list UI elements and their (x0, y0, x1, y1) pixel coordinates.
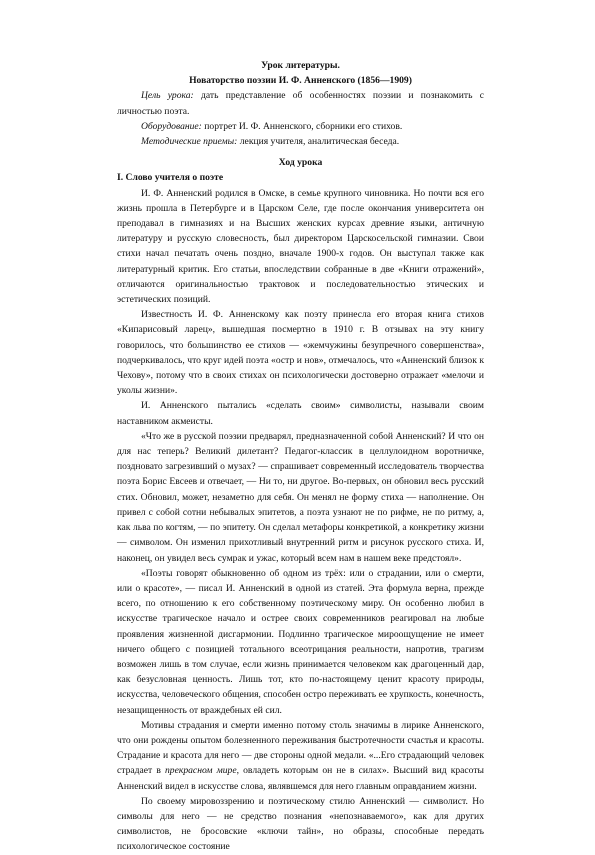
goal-text: дать представление об особенностях поэзии и познакомить с личностью поэта. (117, 90, 484, 117)
methods-text: лекция учителя, аналитическая беседа. (237, 136, 400, 148)
document-body (117, 58, 484, 855)
paragraph-6-part-b: , овладеть которым он не в силах». Высший вид красоты Анненский видел в искусстве слова, являвшемся для него главным оправданием жизни. (117, 765, 484, 792)
methods-line (117, 134, 484, 149)
section-heading: I. Слово учителя о поэте (117, 172, 224, 184)
paragraph-7: По своему мировоззрению и поэтическому стилю Анненский — символист. Но символы для него — не средство познания «непознаваемого», как для других символистов, не бросовские «ключи тайн», но образы, способные передать психологическое состояние (117, 795, 484, 853)
methods-label: Методические приемы: (141, 136, 238, 148)
paragraph-4: «Что же в русской поэзии предварял, предназначенной собой Анненский? И что он для нас теперь? Великий дилетант? Педагог-классик в целлулоидном воротничке, поздновато загрезивший о музах? — спрашивает современный исследователь творчества поэта Борис Евсеев и отвечает, — Ни то, ни другое. Во-первых, он обновил весь русский стих. Обновил, может, незаметно для себя. Он менял не форму стиха — наполнение. Он привел с собой сотни небывалых эпитетов, а поэта узнают не по рифме, не по ритму, а, как льва по когтям, — по эпитету. Он сделал метафоры конкретикой, а конкретику жизни — символом. Он изменил прихотливый внутренний ритм и рисунок русского стиха. И, наконец, он увидел весь сумрак и ужас, который всем нам в нашем веке предстоял». (117, 430, 484, 564)
paragraph-2: Известность И. Ф. Анненскому как поэту принесла его вторая книга стихов «Кипарисовый ларец», вышедшая посмертно в 1910 г. В отзывах на эту книгу говорилось, что большинство ее стихов — «жемчужины безупречного совершенства», подчеркивалось, что круг идей поэта «остр и нов», отмечалось, что «Анненский близок к Чехову», потому что в своих стихах он психологически достоверно отражает «мелочи и уколы жизни». (117, 309, 484, 397)
paragraph-1: И. Ф. Анненский родился в Омске, в семье крупного чиновника. Но почти вся его жизнь прошла в Петербурге и в Царском Селе, где после окончания университета он преподавал в гимназиях и на Высших женских курсах древние языки, античную литературу и русскую словесность, был директором Царскосельской гимназии. Свои стихи начал печатать очень поздно, вначале 1900-х годов. Он выступал также как литературный критик. Его статьи, впоследствии собранные в две «Книги отражений», отличаются оригинальностью трактовок и последовательностью этических и эстетических позиций. (117, 187, 484, 306)
paragraph-5: «Поэты говорят обыкновенно об одном из трёх: или о страдании, или о смерти, или о красоте», — писал И. Анненский в одной из статей. Эта формула верна, прежде всего, по отношению к его собственному поэтическому миру. Он особенно любил в искусстве трагическое начало и острее своих современников реагировал на любые проявления жизненной дисгармонии. Подлинно трагическое мироощущение не имеет ничего общего с позицией тотального всеотрицания реальности, напротив, трагизм возможен лишь в том случае, если жизнь принимается человеком как драгоценный дар, как безусловная ценность. Лишь тот, кто по-настоящему ценит красоту природы, искусства, человеческого общения, способен остро переживать ее хрупкость, конечность, незащищенность от враждебных ей сил. (117, 567, 484, 716)
equipment-text: портрет И. Ф. Анненского, сборники его стихов. (201, 120, 403, 132)
course-heading: Ход урока (278, 157, 323, 169)
paragraph-6-emphasis: прекрасном мире (165, 765, 237, 777)
paragraph-6-part-a: Мотивы страдания и смерти именно потому столь значимы в лирике Анненского, что они рождены опытом болезненного переживания быстротечности счастья и красоты. Страдание и красота для него — две стороны одной медали. «...Его страдающий человек страдает в (117, 719, 484, 777)
lesson-topic: Новаторство поэзии И. Ф. Анненского (1856—1909) (189, 75, 412, 87)
paragraph-3: И. Анненского пытались «сделать своим» символисты, называли своим наставником акмеисты. (117, 400, 484, 427)
goal-line (117, 88, 484, 118)
equipment-label: Оборудование: (141, 120, 202, 132)
paragraph-6 (117, 718, 484, 794)
equipment-line (117, 119, 484, 134)
page-title: Урок литературы. (261, 60, 340, 71)
goal-label: Цель урока: (141, 90, 194, 102)
